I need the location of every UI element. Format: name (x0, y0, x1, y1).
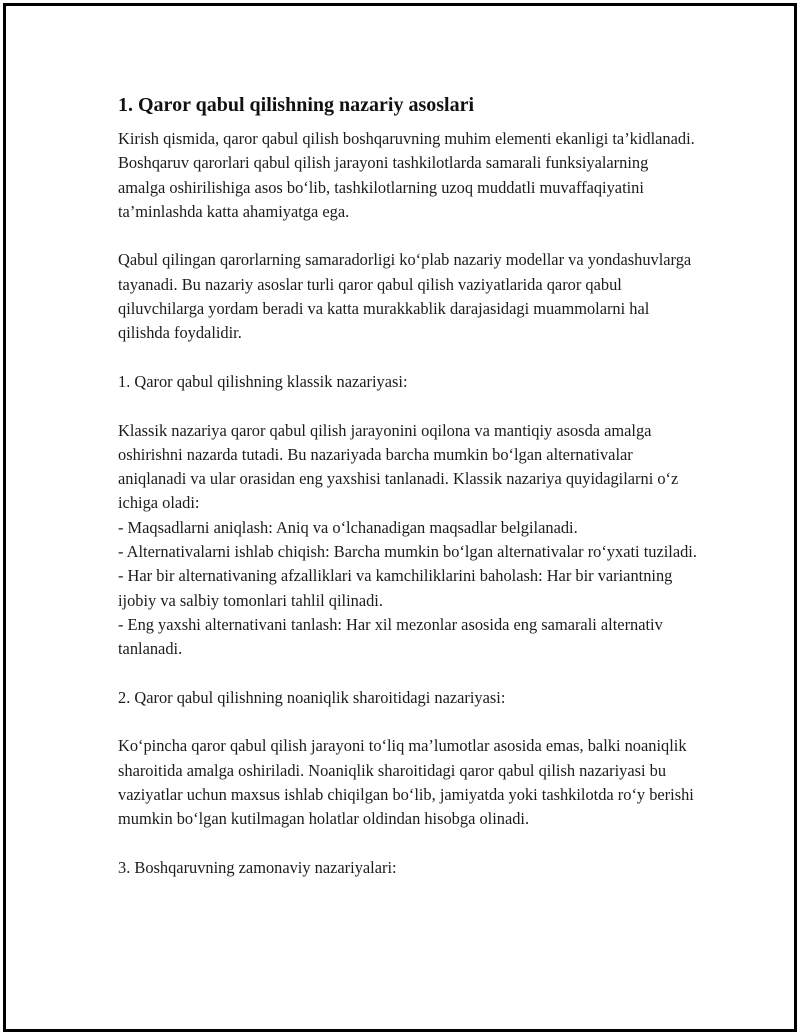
section-2-paragraph: Ko‘pincha qaror qabul qilish jarayoni to‘liq ma’lumotlar asosida emas, balki noaniqlik sharoitida amalga oshiriladi. Noaniqlik sharoitidagi qaror qabul qilish nazariyasi bu vaziyatlar uchun maxsus ishlab chiqilgan bo‘lib, jamiyatda yoki tashkilotda ro‘y berishi mumkin bo‘lgan kutilmagan holatlar oldindan hisobga olinadi. (118, 736, 694, 829)
paragraph-spacer (118, 832, 698, 856)
section-2-heading: 2. Qaror qabul qilishning noaniqlik sharoitidagi nazariyasi: (118, 687, 506, 707)
document-title: 1. Qaror qabul qilishning nazariy asoslari (118, 94, 475, 116)
section-1-heading: 1. Qaror qabul qilishning klassik nazariyasi: (118, 371, 408, 391)
theory-paragraph: Qabul qilingan qarorlarning samaradorligi ko‘plab nazariy modellar va yondashuvlarga tayanadi. Bu nazariy asoslar turli qaror qabul qilish vaziyatlarida qaror qabul qiluvchilarga yordam beradi va katta murakkablik darajasidagi muammolarni hal qilishda foydalidir. (118, 250, 692, 343)
paragraph-spacer (118, 662, 698, 686)
paragraph-spacer (118, 224, 698, 248)
section-1-paragraph: Klassik nazariya qaror qabul qilish jarayonini oqilona va mantiqiy asosda amalga oshirishni nazarda tutadi. Bu nazariyada barcha mumkin bo‘lgan alternativalar aniqlanadi va ular orasidan eng yaxshisi tanlanadi. Klassik nazariya quyidagilarni o‘z ichiga oladi: (118, 420, 679, 513)
list-item: - Alternativalarni ishlab chiqish: Barcha mumkin bo‘lgan alternativalar ro‘yxati tuziladi. (118, 542, 697, 562)
paragraph-spacer (118, 346, 698, 370)
list-item: - Eng yaxshi alternativani tanlash: Har xil mezonlar asosida eng samarali alternativ tanlanadi. (118, 614, 663, 659)
paragraph-spacer (118, 710, 698, 734)
section-3-heading: 3. Boshqaruvning zamonaviy nazariyalari: (118, 857, 397, 877)
paragraph-spacer (118, 394, 698, 418)
intro-paragraph: Kirish qismida, qaror qabul qilish boshqaruvning muhim elementi ekanligi ta’kidlanadi. Boshqaruv qarorlari qabul qilish jarayoni tashkilotlarda samarali funksiyalarning amalga oshirilishiga asos bo‘lib, tashkilotlarning uzoq muddatli muvaffaqiyatini ta’minlashda katta ahamiyatga ega. (118, 129, 695, 221)
document-body (118, 91, 698, 880)
list-item: - Har bir alternativaning afzalliklari va kamchiliklarini baholash: Har bir variantning ijobiy va salbiy tomonlari tahlil qilinadi. (118, 566, 673, 610)
list-item: - Maqsadlarni aniqlash: Aniq va o‘lchanadigan maqsadlar belgilanadi. (118, 517, 578, 537)
